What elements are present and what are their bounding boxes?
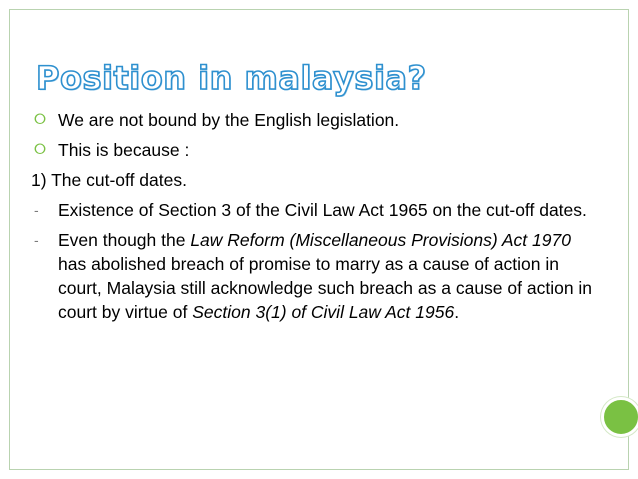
bullet-item bbox=[34, 138, 594, 162]
dash-item bbox=[34, 228, 594, 324]
decorative-circle bbox=[601, 397, 638, 437]
slide-title: Position in malaysia? bbox=[36, 59, 427, 97]
bullet-icon: ⭘ bbox=[34, 111, 47, 128]
numbered-item: 1) The cut-off dates. bbox=[31, 170, 187, 190]
section-reference: Section 3(1) of Civil Law Act 1956 bbox=[192, 302, 455, 322]
bullet-text: This is because : bbox=[58, 140, 190, 160]
slide-body bbox=[31, 108, 594, 330]
act-name: Law Reform (Miscellaneous Provisions) Act 1970 bbox=[190, 230, 571, 250]
bullet-text: We are not bound by the English legislation. bbox=[58, 110, 400, 130]
bullet-item bbox=[34, 108, 594, 132]
dash-item bbox=[34, 198, 594, 222]
dash-text: Existence of Section 3 of the Civil Law Act 1965 on the cut-off dates. bbox=[58, 200, 587, 220]
bullet-icon: ⭘ bbox=[34, 141, 47, 158]
dash-marker: - bbox=[34, 232, 39, 248]
dash-text: Even though the Law Reform (Miscellaneous Provisions) Act 1970 has abolished breach of promise to marry as a cause of action in court, Malaysia still acknowledge such breach as a cause of action in court by virtue of Section 3(1) of Civil Law Act 1956. bbox=[58, 230, 593, 322]
dash-marker: - bbox=[34, 202, 39, 218]
